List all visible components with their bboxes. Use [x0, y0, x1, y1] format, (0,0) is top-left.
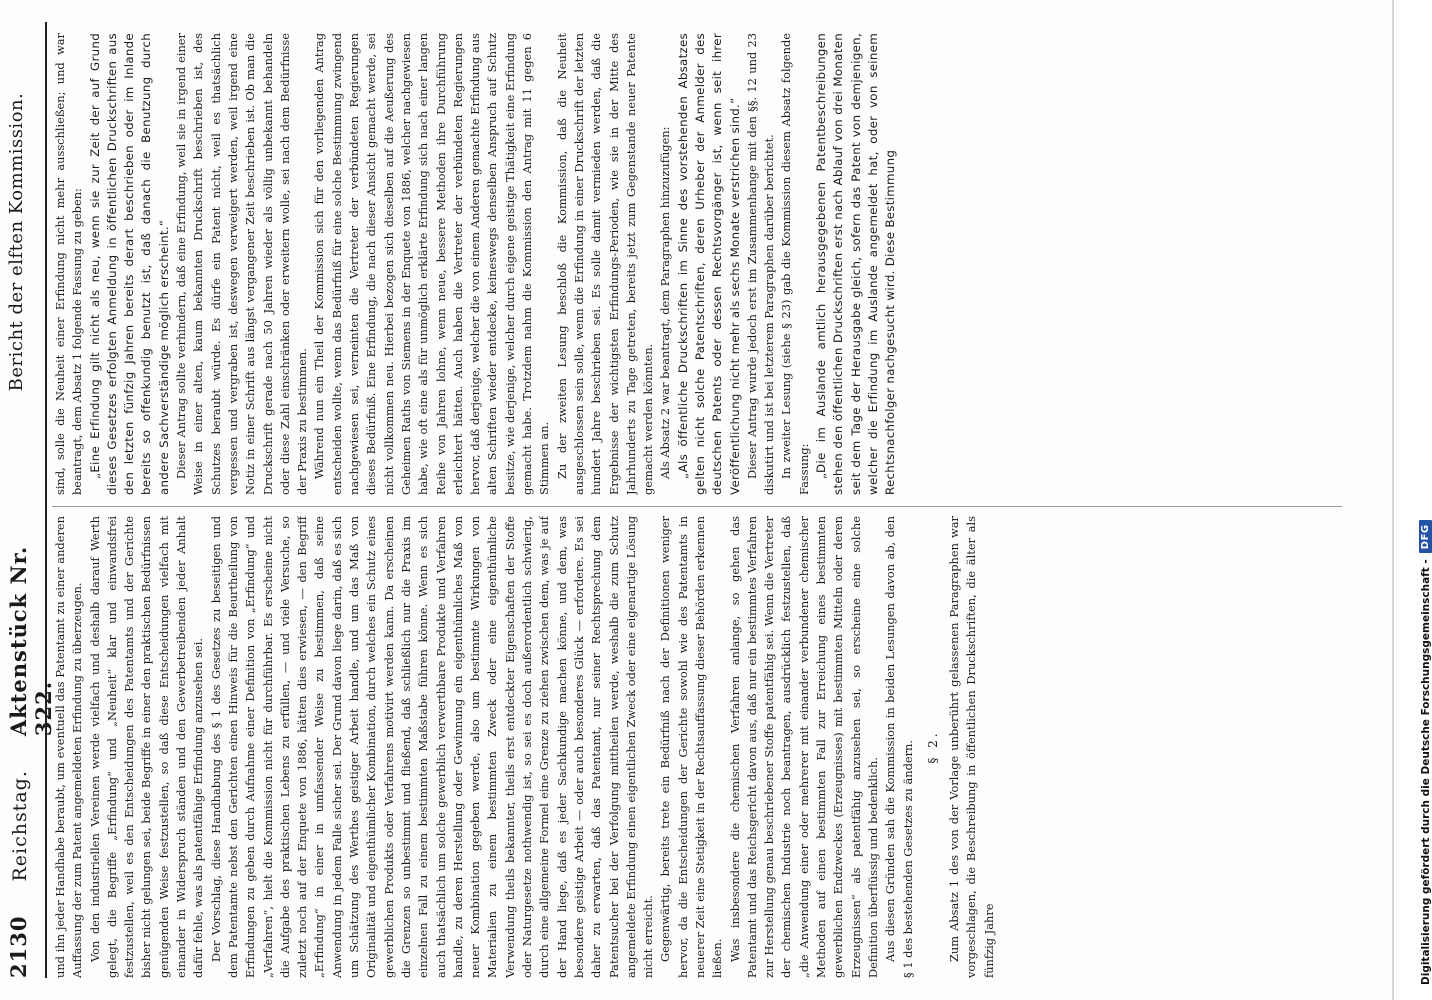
column-divider [52, 506, 1342, 507]
page-header [6, 22, 56, 978]
paragraph: Dieser Antrag wurde jedoch erst im Zusammenhange mit den §§. 12 und 23 diskutirt und ist bei letzterem Paragraphen darüber berichtet. [744, 33, 777, 495]
paragraph: Zum Absatz 1 des von der Vorlage unberührt gelassenen Paragraphen war vorgeschlagen, die Beschreibung in öffentlichen Druckschriften, die älter als fünfzig Jahre [947, 516, 996, 978]
header-left-group [6, 498, 56, 978]
paragraph: Zu der zweiten Lesung beschloß die Kommission, daß die Neuheit ausgeschlossen sein solle, wenn die Erfindung in einer Druckschrift der letzten hundert Jahre beschrieben sei. Es solle damit vermieden werden, daß die Ergebnisse der wichtigsten Erfindungs-Perioden, wie sie in der Mitte des Jahrhunderts zu Tage getreten, bereits jetzt zum Gegenstande neuer Patente gemacht werden könnten. [554, 33, 656, 495]
paragraph: Der Vorschlag, diese Handhabung des § 1 des Gesetzes zu beseitigen und dem Patentamte nebst den Gerichten einen Hinweis für die Beurtheilung von Erfindungen zu geben durch Aufnahme einer Definition von „Erfindung“ und „Verfahren“, hielt die Kommission nicht für durchführbar. Es erscheine nicht die Aufgabe des praktischen Lebens zu erfüllen, — und viele Versuche, so zuletzt noch auf der Enquete von 1886, hätten dies erwiesen, — den Begriff „Erfindung“ in einer in umfassender Weise zu bestimmen, daß seine Anwendung in jedem Falle sicher sei. Der Grund davon liege darin, daß es sich um Schätzung des Werthes geistiger Arbeit handle, und um das Maß von Originalität und eigenthümlicher Kombination, durch welches ein Schutz eines gewerblichen Produkts oder Verfahrens motivirt werden kann. Da erscheinen die Grenzen so unbestimmt und fließend, daß schließlich nur die Praxis im einzelnen Fall zu einem bestimmten Maßstabe führen könne. Wenn es sich auch thatsächlich um solche gewerblich verwerthbare Produkte und Verfahren handle, zu deren Herstellung oder Gewinnung ein eigenthümliches Maß von neuer Kombination gegeben werde, also um bestimmte Wirkungen von Materialien zu einem bestimmten Zweck oder eine eigenthümliche Verwendung theils bekannter, theils erst entdeckter Eigenschaften der Stoffe oder Naturgesetze nothwendig ist, so sei es doch außerordentlich schwierig, durch eine allgemeine Formel eine Grenze zu ziehen zwischen dem, was je auf der Hand liege, daß es jeder Sachkundige machen könne, und dem, was besondere geistige Arbeit — oder auch besonderes Glück — erfordere. Es sei daher zu erwarten, daß das Patentamt, nur seiner Rechtsprechung dem Patentsucher bei der Verfolgung mittheilen werde, weshalb die zum Schutz angemeldete Erfindung einen eigentlichen Zweck oder eine eigenartige Lösung nicht erreicht. [208, 516, 656, 978]
section-heading: § 2. [925, 730, 940, 764]
digitization-note: Digitalisierung gefördert durch die Deutsche Forschungsgemeinschaft - [1419, 559, 1432, 985]
header-rule [45, 22, 47, 978]
document-number: Aktenstück Nr. 322. [6, 545, 56, 737]
quoted-paragraph: „Eine Erfindung gilt nicht als neu, wenn sie zur Zeit der auf Grund dieses Gesetzes erfolgten Anmeldung in öffentlichen Druckschriften aus den letzten fünfzig Jahren bereits derart beschrieben oder im Inlande bereits so offenkundig benutzt ist, daß danach die Benutzung durch andere Sachverständige möglich erscheint.“ [87, 33, 171, 495]
quoted-paragraph: „Die im Auslande amtlich herausgegebenen Patentbeschreibungen stehen den öffentlichen Druckschriften erst nach Ablauf von drei Monaten seit dem Tage der Herausgabe gleich, sofern das Patent von demjenigen, welcher die Erfindung im Auslande angemeldet hat, oder von seinem Rechtsnachfolger nachgesucht wird. Diese Bestimmung [814, 33, 898, 495]
scan-edge [1392, 0, 1394, 1000]
paragraph: Aus diesen Gründen sah die Kommission in beiden Lesungen davon ab, den § 1 des bestehenden Gesetzes zu ändern. [883, 516, 915, 978]
header-right-group [6, 22, 27, 462]
paragraph: Gegenwärtig, bereits trete ein Bedürfniß nach der Definitionen weniger hervor, da die Entscheidungen der Gerichte sowohl wie des Patentamts in neuerer Zeit eine Stetigkeit in der Rechtsauffassung dieser Behörden erkennen ließen. [658, 516, 725, 978]
report-title: Bericht der elften Kommission. [6, 92, 27, 392]
digitization-credit [1419, 520, 1432, 985]
left-text-column [52, 516, 1342, 978]
dfg-logo: DFG [1419, 520, 1432, 553]
quoted-paragraph: „Als öffentliche Druckschriften im Sinne des vorstehenden Absatzes gelten nicht solche Patentschriften, deren Urheber der Anmelder des deutschen Patents oder dessen Rechtsvorgänger ist, wenn seit ihrer Veröffentlichung nicht mehr als sechs Monate verstrichen sind.“ [675, 33, 742, 495]
paragraph: In zweiter Lesung (siehe § 23) gab die Kommission diesem Absatz folgende Fassung: [779, 33, 811, 495]
paragraph: Was insbesondere die chemischen Verfahren anlange, so gehen das Patentamt und das Reichsgericht davon aus, daß nur ein bestimmtes Verfahren zur Herstellung genau beschriebener Stoffe patentfähig sei. Wenn die Vertreter der chemischen Industrie noch beantragen, ausdrücklich festzustellen, daß „die Anwendung einer oder mehrerer mit einander verbundener chemischer Methoden auf einen bestimmten Fall zur Erreichung eines bestimmten gewerblichen Endzweckes (Erzeugnisses) mit bestimmten Mitteln oder deren Erzeugnissen“ als patentfähig anzusehen sei, so erscheine eine solche Definition überflüssig und bedenklich. [727, 516, 880, 978]
paragraph: Als Absatz 2 war beantragt, dem Paragraphen hinzuzufügen: [658, 126, 673, 479]
paragraph: sind, solle die Neuheit einer Erfindung nicht mehr ausschließen; und war beantragt, dem Absatz 1 folgende Fassung zu geben: [53, 33, 85, 495]
paragraph: Während nun ein Theil der Kommission sich für den vorliegenden Antrag entscheiden wollte, wenn das Bedürfniß für eine solche Bestimmung zwingend nachgewiesen sei, verneinten die Vertreter der verbündeten Regierungen dieses Bedürfniß. Eine Erfindung, die nach dieser Ansicht gemacht werde, sei nicht vollkommen neu. Hierbei bezogen sich dieselben auf die Aeußerung des Geheimen Raths von Siemens in der Enquete von 1886, welcher nachgewiesen habe, wie oft eine als für unmöglich erklärte Erfindung sich nach einer langen Reihe von Jahren lohne, wenn neue, bessere Methoden ihre Durchführung erleichtert hätten. Auch haben die Vertreter der verbündeten Regierungen hervor, daß derjenige, welcher die von einem Anderen gemachte Erfindung aus alten Schriften wieder entdecke, keineswegs denselben Anspruch auf Schutz besitze, wie derjenige, welcher durch eigene geistige Thätigkeit eine Erfindung gemacht habe. Trotzdem nahm die Kommission den Antrag mit 11 gegen 6 Stimmen an. [312, 33, 552, 495]
paragraph: Dieser Antrag sollte verhindern, daß eine Erfindung, weil sie in irgend einer Weise in einer alten, kaum bekannten Druckschrift beschrieben ist, des Schutzes beraubt würde. Es dürfe ein Patent nicht, weil es thatsächlich vergessen und vergraben ist, deswegen verweigert werden, weil irgend eine Notiz in einer Schrift aus längst vergangener Zeit beschrieben ist. Ob man die Druckschrift gerade nach 50 Jahren wieder als völlig unbekannt behandeln oder diese Zahl einschränken oder erweitern wolle, sei nach dem Bedürfnisse der Praxis zu bestimmen. [174, 33, 310, 495]
right-text-column [52, 33, 1342, 495]
publication-title: Reichstag. [9, 770, 31, 882]
page-number: 2130 [6, 915, 31, 978]
paragraph: und ihn jeder Handhabe beraubt, um eventuell das Patentamt zu einer anderen Auffassung der zum Patent angemeldeten Erfindung zu überzeugen. [53, 516, 85, 978]
paragraph: Von den industriellen Vereinen werde vielfach und deshalb darauf Werth gelegt, die Begriffe „Erfindung“ und „Neuheit“ klar und einwandsfrei festzustellen, weil es den Entscheidungen des Patentamts und der Gerichte bisher nicht gelungen sei, beide Begriffe in einer den praktischen Bedürfnissen genügenden Weise festzustellen, so daß diese Entscheidungen vielfach mit einander in Widerspruch ständen und den Gewerbetreibenden jeder Anhalt dafür fehle, was als patentfähige Erfindung anzusehen sei. [87, 516, 206, 978]
